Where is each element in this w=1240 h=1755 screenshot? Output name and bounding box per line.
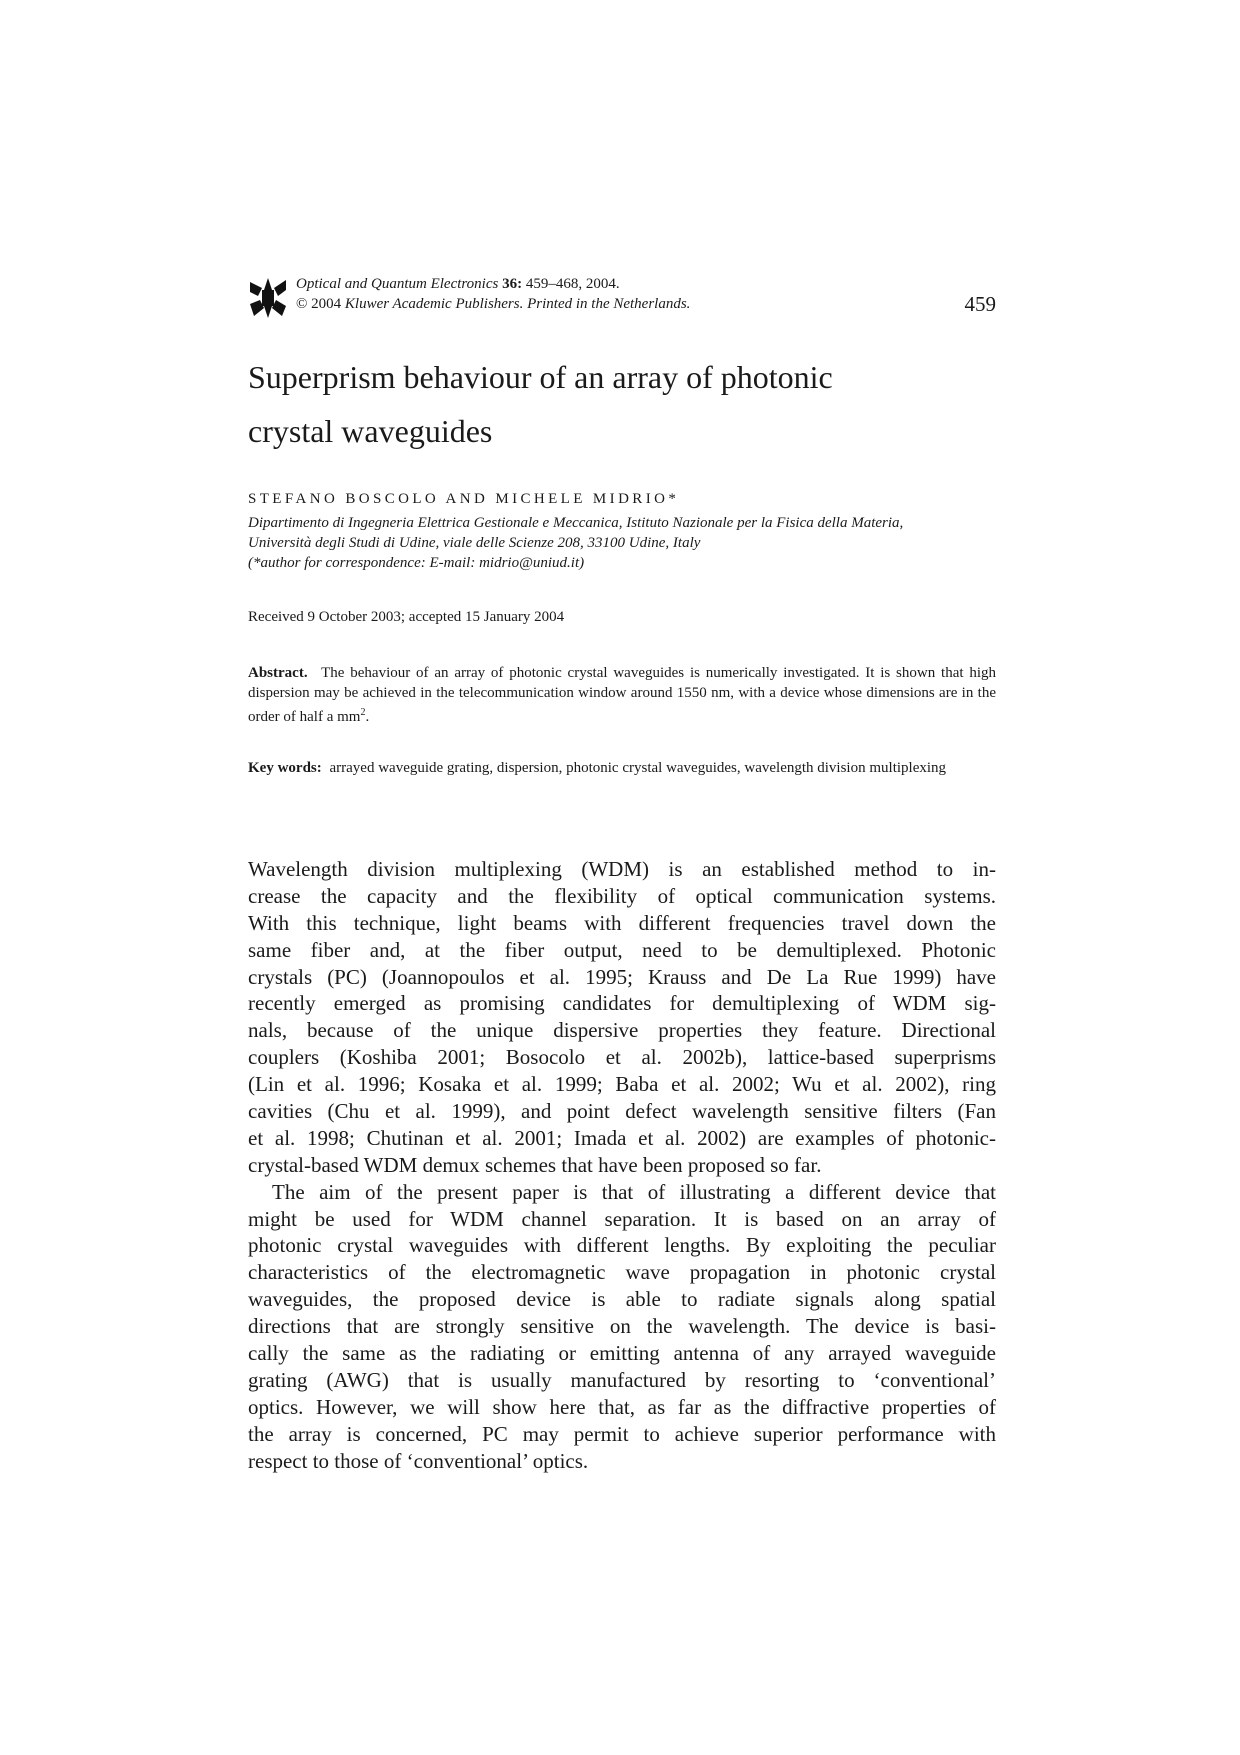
body-line: crease the capacity and the flexibility of optical communication systems. — [248, 883, 996, 908]
body-line: cally the same as the radiating or emitting antenna of any arrayed waveguide — [248, 1341, 996, 1366]
paper-title — [248, 350, 1008, 458]
copyright-symbol: © — [296, 296, 308, 312]
correspondence-line: (*author for correspondence: E-mail: midrio@uniud.it) — [248, 555, 585, 571]
body-line: same fiber and, at the fiber output, need to be demultiplexed. Photonic — [248, 937, 996, 962]
affiliation-line: Università degli Studi di Udine, viale delle Scienze 208, 33100 Udine, Italy — [248, 535, 701, 551]
body-line: recently emerged as promising candidates for demultiplexing of WDM sig- — [248, 991, 996, 1016]
abstract-end: . — [365, 709, 370, 725]
body-line: grating (AWG) that is usually manufactured by resorting to ‘conventional’ — [248, 1367, 996, 1392]
keywords-label: Key words: — [248, 760, 322, 776]
journal-citation — [296, 274, 690, 314]
body-line: The aim of the present paper is that of illustrating a different device that — [272, 1179, 996, 1204]
publisher-logo-icon — [248, 278, 288, 318]
affiliation-line: Dipartimento di Ingegneria Elettrica Gestionale e Meccanica, Istituto Nazionale per la Fisica della Materia, — [248, 515, 904, 531]
body-line: cavities (Chu et al. 1999), and point defect wavelength sensitive filters (Fan — [248, 1099, 996, 1124]
body-line: respect to those of ‘conventional’ optics. — [248, 1448, 589, 1473]
title-line: crystal waveguides — [248, 413, 493, 449]
journal-volume: 36: — [502, 276, 523, 292]
page-number: 459 — [964, 292, 996, 316]
keywords-text: arrayed waveguide grating, dispersion, photonic crystal waveguides, wavelength division multiplexing — [329, 760, 947, 776]
body-line: characteristics of the electromagnetic wave propagation in photonic crystal — [248, 1260, 996, 1285]
received-dates: Received 9 October 2003; accepted 15 January 2004 — [248, 609, 565, 625]
journal-header — [248, 274, 996, 322]
body-text — [248, 856, 996, 1474]
body-line: photonic crystal waveguides with different lengths. By exploiting the peculiar — [248, 1233, 996, 1258]
body-line: directions that are strongly sensitive on the wavelength. The device is basi- — [248, 1314, 996, 1339]
body-line: waveguides, the proposed device is able to radiate signals along spatial — [248, 1287, 996, 1312]
abstract-text: The behaviour of an array of photonic crystal waveguides is numerically investigated. It is shown that high dispersion may be achieved in the telecommunication window around 1550 nm, with a device whose dimensions are in the order of half a mm — [248, 665, 996, 725]
abstract — [248, 663, 996, 727]
publisher-line: Kluwer Academic Publishers. Printed in the Netherlands. — [344, 296, 691, 312]
abstract-superscript: 2 — [360, 707, 366, 718]
body-line: et al. 1998; Chutinan et al. 2001; Imada et al. 2002) are examples of photonic- — [248, 1125, 996, 1150]
body-line: crystal-based WDM demux schemes that have been proposed so far. — [248, 1152, 822, 1177]
affiliation — [248, 513, 996, 573]
abstract-label: Abstract. — [248, 665, 308, 681]
body-line: might be used for WDM channel separation. It is based on an array of — [248, 1206, 996, 1231]
journal-pages-year: 459–468, 2004. — [522, 276, 620, 292]
body-line: (Lin et al. 1996; Kosaka et al. 1999; Baba et al. 2002; Wu et al. 2002), ring — [248, 1072, 996, 1097]
body-line: With this technique, light beams with different frequencies travel down the — [248, 910, 996, 935]
keywords — [248, 758, 996, 778]
body-line: optics. However, we will show here that, as far as the diffractive properties of — [248, 1394, 996, 1419]
body-line: couplers (Koshiba 2001; Bosocolo et al. 2002b), lattice-based superprisms — [248, 1045, 996, 1070]
body-line: crystals (PC) (Joannopoulos et al. 1995; Krauss and De La Rue 1999) have — [248, 964, 996, 989]
body-line: the array is concerned, PC may permit to achieve superior performance with — [248, 1421, 996, 1446]
author-list: STEFANO BOSCOLO AND MICHELE MIDRIO* — [248, 491, 680, 507]
copyright-year: 2004 — [307, 296, 345, 312]
body-line: nals, because of the unique dispersive properties they feature. Directional — [248, 1018, 996, 1043]
title-line: Superprism behaviour of an array of photonic — [248, 359, 833, 395]
journal-name: Optical and Quantum Electronics — [296, 276, 499, 292]
body-line: Wavelength division multiplexing (WDM) is an established method to in- — [248, 857, 996, 881]
